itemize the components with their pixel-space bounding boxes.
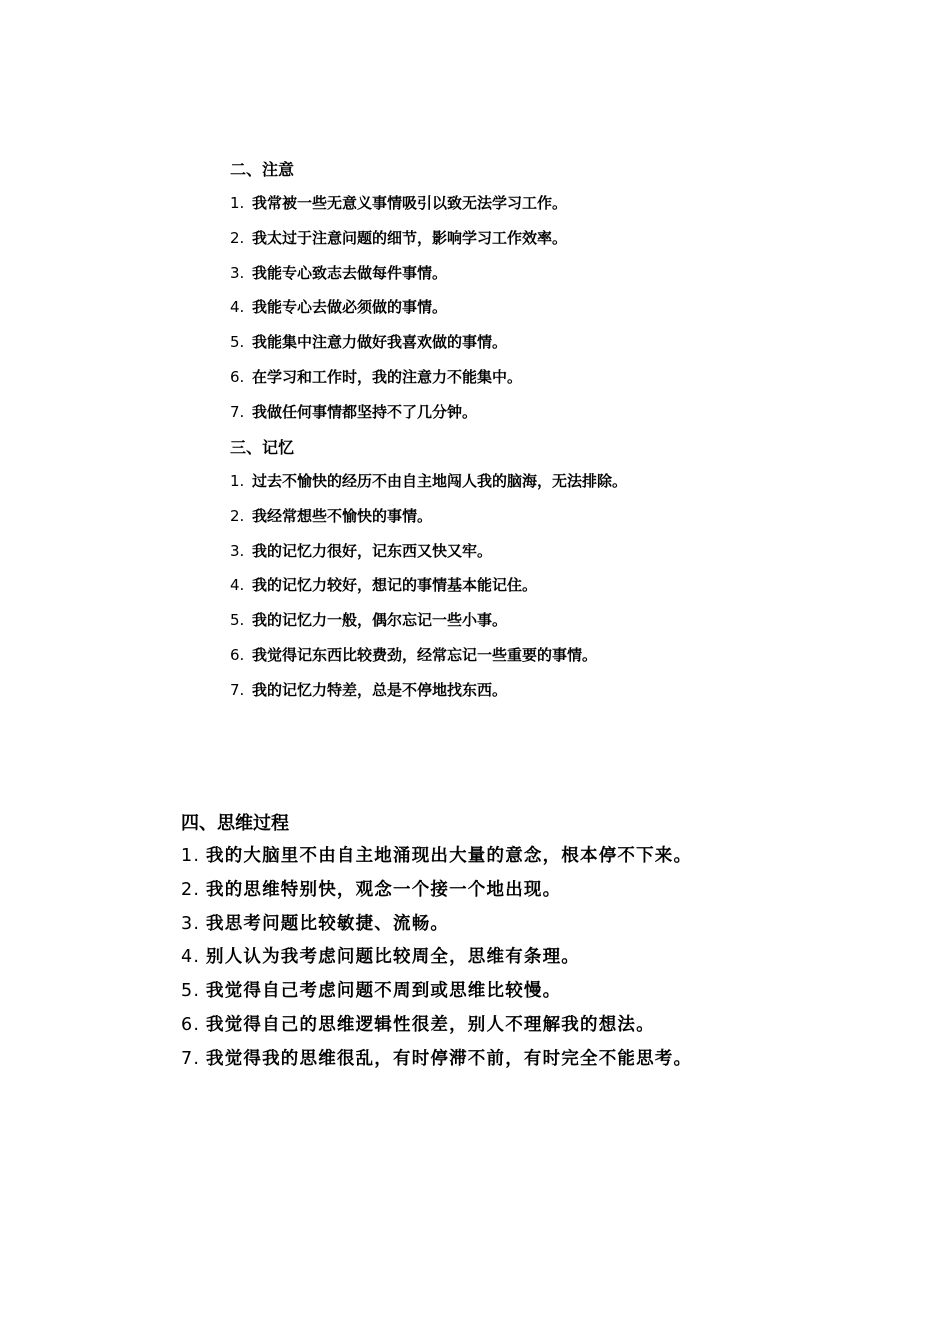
item-number: 5. (181, 981, 201, 1002)
item-text: 我的思维特别快，观念一个接一个地出现。 (206, 879, 562, 900)
item-number: 7. (230, 680, 245, 699)
item-text: 我的大脑里不由自主地涌现出大量的意念，根本停不下来。 (206, 846, 693, 866)
list-item (230, 395, 567, 430)
list-item (230, 603, 627, 638)
item-list (230, 464, 627, 708)
item-number: 6. (181, 1014, 201, 1035)
item-number: 2. (181, 879, 201, 900)
list-item (230, 325, 567, 360)
item-text: 我的记忆力一般，偶尔忘记一些小事。 (252, 611, 508, 630)
item-text: 我能专心去做必须做的事情。 (252, 298, 448, 317)
list-item (230, 221, 567, 256)
section-thinking-process (181, 812, 692, 1077)
item-text: 我能专心致志去做每件事情。 (252, 263, 448, 282)
item-text: 我太过于注意问题的细节，影响学习工作效率。 (252, 228, 568, 247)
item-list (230, 186, 567, 430)
item-number: 5. (230, 611, 245, 630)
list-item (181, 941, 692, 975)
item-number: 7. (230, 402, 245, 421)
item-number: 3. (230, 541, 245, 560)
list-item (230, 360, 567, 395)
list-item (230, 290, 567, 325)
list-item (181, 1043, 692, 1077)
item-text: 我常被一些无意义事情吸引以致无法学习工作。 (252, 194, 568, 212)
item-number: 6. (230, 367, 245, 386)
item-text: 我经常想些不愉快的事情。 (252, 506, 433, 525)
list-item (230, 534, 627, 569)
list-item (181, 874, 692, 908)
item-number: 1. (181, 846, 201, 866)
item-number: 4. (181, 947, 201, 968)
item-number: 1. (230, 472, 245, 490)
item-number: 6. (230, 645, 245, 664)
item-text: 我的记忆力较好，想记的事情基本能记住。 (252, 576, 538, 595)
item-number: 5. (230, 333, 245, 352)
list-item (181, 908, 692, 942)
item-text: 我的记忆力特差，总是不停地找东西。 (252, 680, 508, 699)
item-text: 在学习和工作时，我的注意力不能集中。 (252, 367, 523, 386)
item-text: 过去不愉快的经历不由自主地闯人我的脑海，无法排除。 (252, 472, 628, 490)
list-item (230, 256, 567, 291)
list-item (181, 840, 692, 874)
item-number: 7. (181, 1048, 201, 1069)
section-heading: 三、记忆 (230, 438, 295, 457)
item-text: 别人认为我考虑问题比较周全，思维有条理。 (206, 947, 580, 968)
item-number: 3. (181, 913, 201, 934)
item-number: 1. (230, 194, 245, 212)
item-number: 4. (230, 298, 245, 317)
item-text: 我觉得我的思维很乱，有时停滞不前，有时完全不能思考。 (206, 1048, 693, 1069)
item-number: 2. (230, 506, 245, 525)
section-heading: 二、注意 (230, 160, 295, 179)
list-item (230, 568, 627, 603)
item-text: 我能集中注意力做好我喜欢做的事情。 (252, 333, 508, 352)
item-list (181, 840, 692, 1077)
list-item (230, 499, 627, 534)
item-number: 2. (230, 228, 245, 247)
item-text: 我思考问题比较敏捷、流畅。 (206, 913, 450, 934)
list-item (181, 1009, 692, 1043)
list-item (181, 975, 692, 1009)
list-item (230, 673, 627, 708)
section-memory (230, 436, 627, 708)
list-item (230, 464, 627, 499)
item-text: 我觉得自己考虑问题不周到或思维比较慢。 (206, 981, 562, 1002)
list-item (230, 186, 567, 221)
section-attention (230, 158, 567, 430)
item-number: 3. (230, 263, 245, 282)
item-text: 我觉得自己的思维逻辑性很差，别人不理解我的想法。 (206, 1014, 655, 1035)
item-number: 4. (230, 576, 245, 595)
item-text: 我觉得记东西比较费劲，经常忘记一些重要的事情。 (252, 645, 598, 664)
item-text: 我做任何事情都坚持不了几分钟。 (252, 402, 478, 421)
list-item (230, 638, 627, 673)
item-text: 我的记忆力很好，记东西又快又牢。 (252, 541, 493, 560)
section-heading: 四、思维过程 (181, 813, 289, 834)
